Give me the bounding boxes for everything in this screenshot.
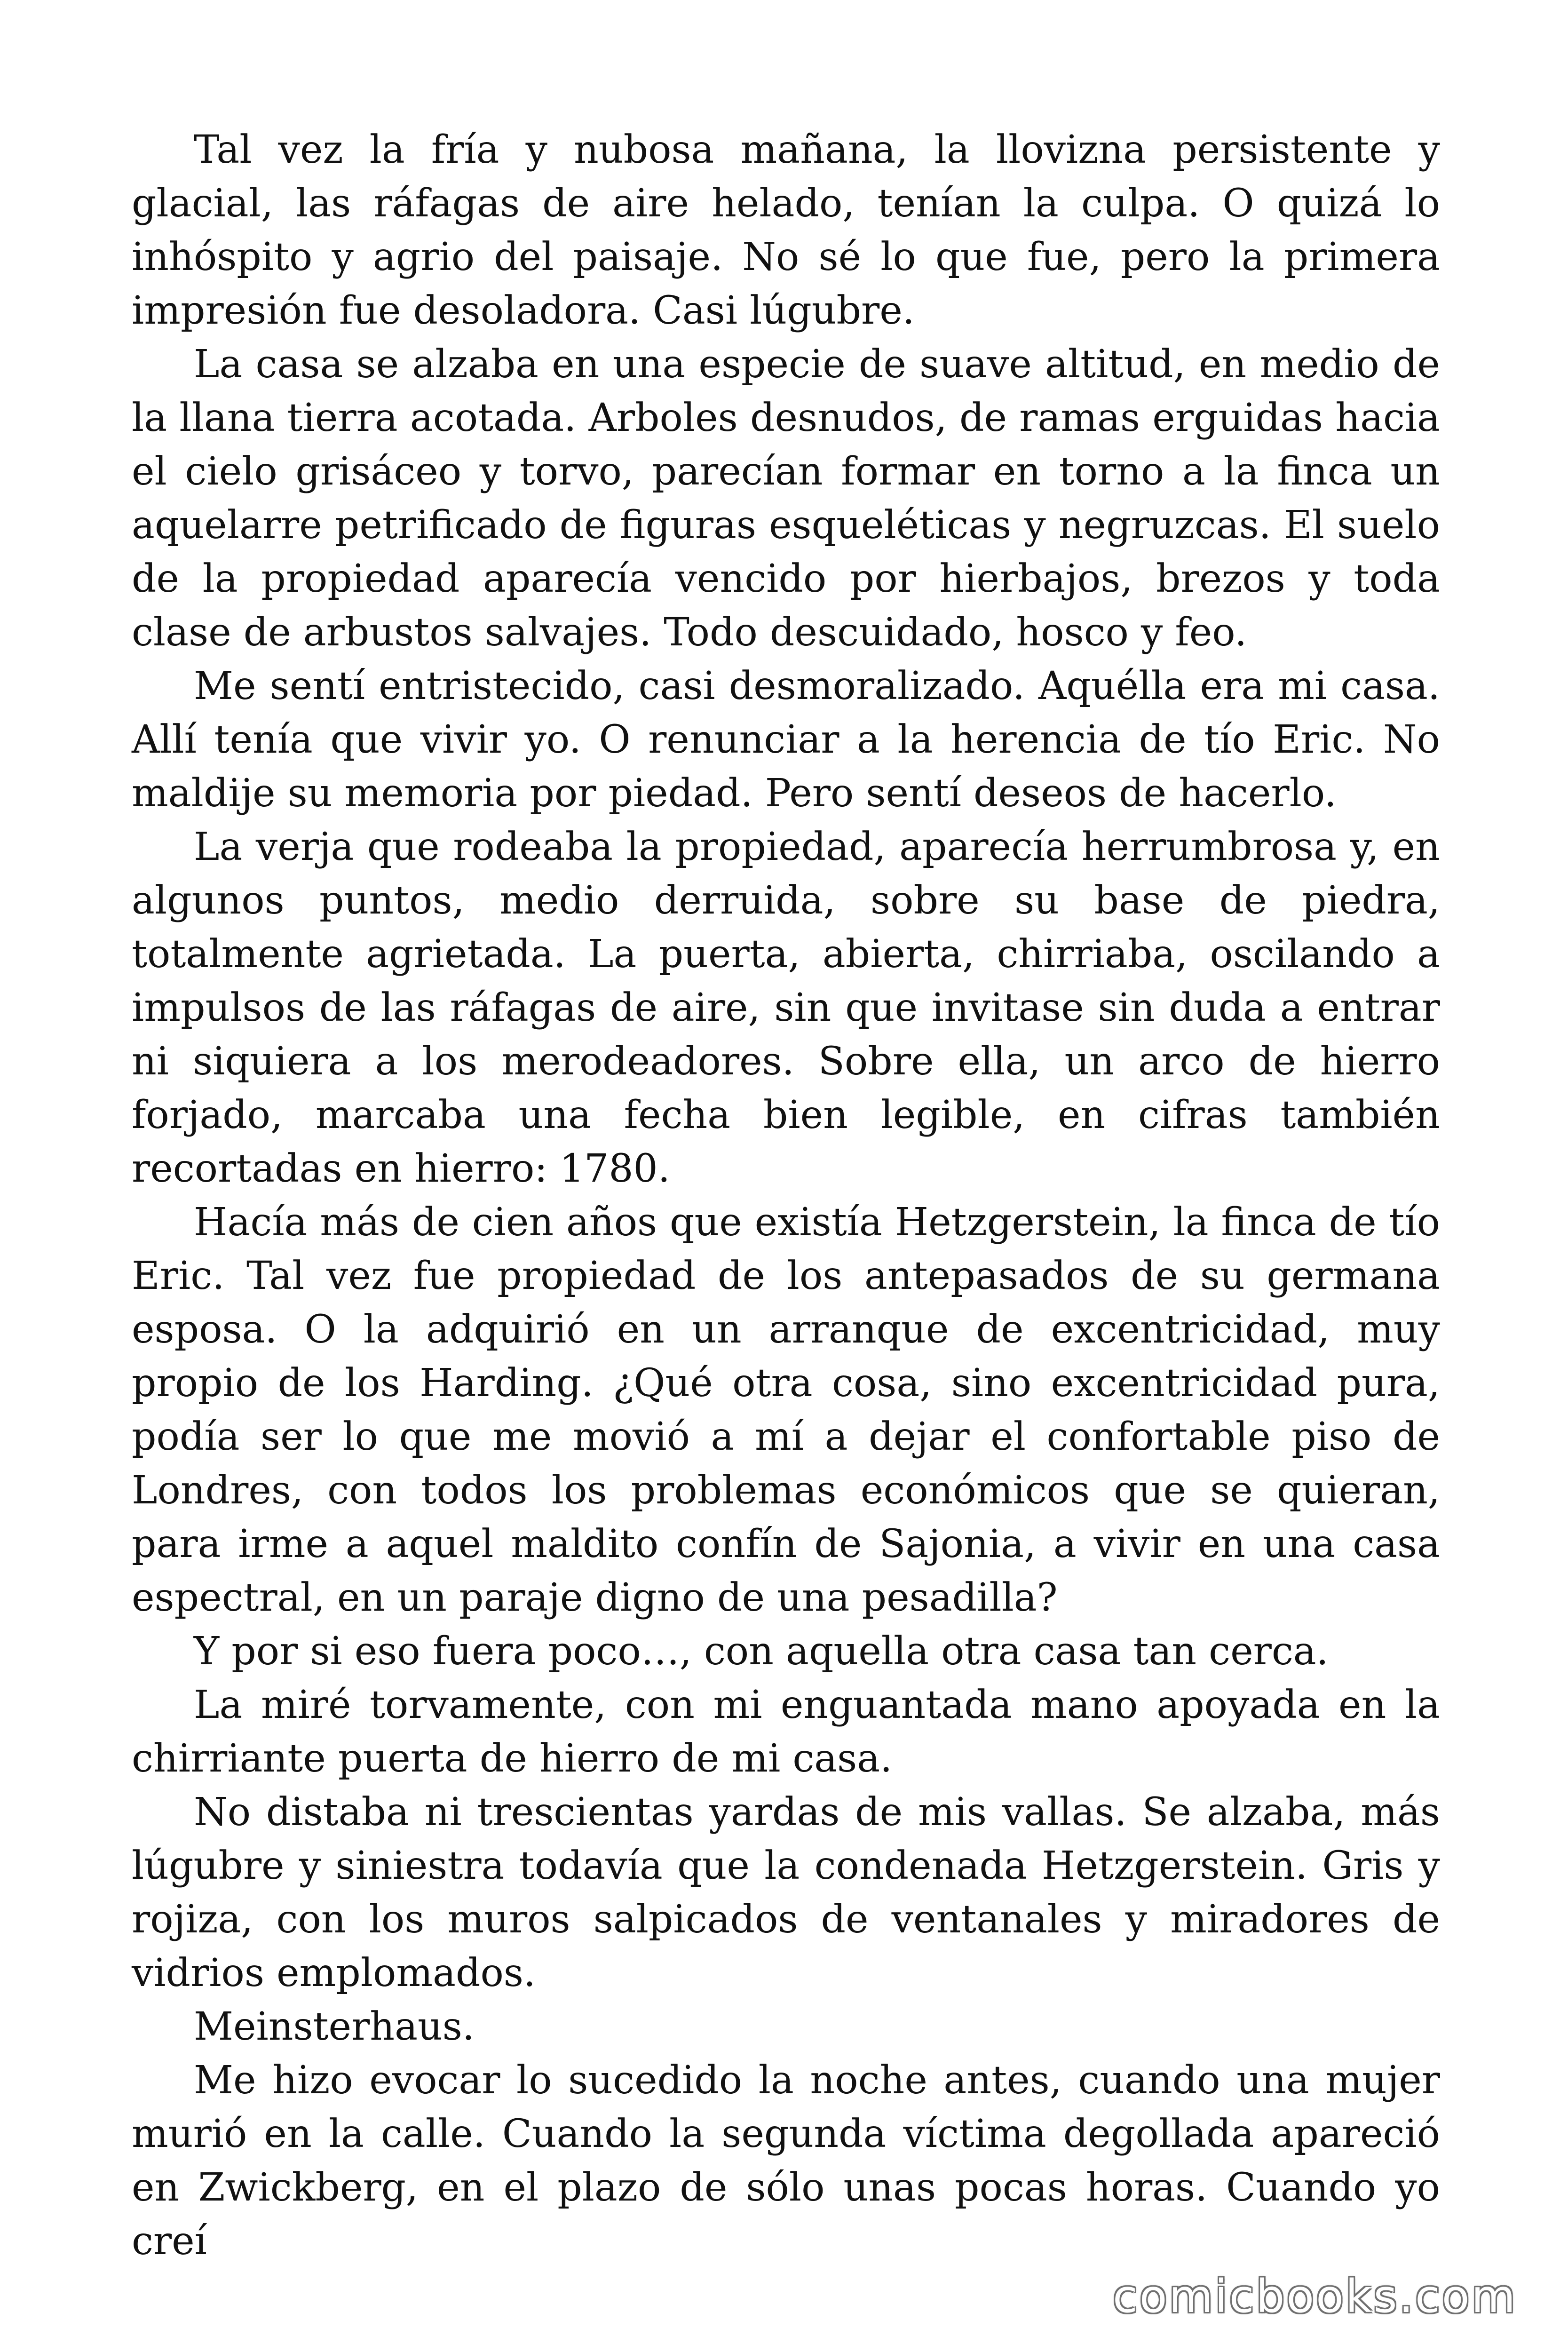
paragraph-9: Meinsterhaus. (194, 2004, 475, 2049)
paragraph-5: Hacía más de cien años que existía Hetzgerstein, la finca de tío Eric. Tal vez fue propiedad de los antepasados de su germana esposa. O la adquirió en un arranque de excentricidad, muy propio de los Harding. ¿Qué otra cosa, sino excentricidad pura, podía ser lo que me movió a mí a dejar el confortable piso de Londres, con todos los problemas económicos que se quieran, para irme a aquel maldito confín de Sajonia, a vivir en una casa espectral, en un paraje digno de una pesadilla? (132, 1200, 1440, 1620)
paragraph-2: La casa se alzaba en una especie de suave altitud, en medio de la llana tierra acotada. Arboles desnudos, de ramas erguidas hacia el cielo grisáceo y torvo, parecían formar en torno a la finca un aquelarre petrificado de figuras esqueléticas y negruzcas. El suelo de la propiedad aparecía vencido por hierbajos, brezos y toda clase de arbustos salvajes. Todo descuidado, hosco y feo. (132, 342, 1440, 655)
paragraph-7: La miré torvamente, con mi enguantada mano apoyada en la chirriante puerta de hierro de mi casa. (132, 1683, 1440, 1781)
paragraph-6: Y por si eso fuera poco…, con aquella otra casa tan cerca. (194, 1629, 1329, 1674)
paragraph-4: La verja que rodeaba la propiedad, aparecía herrumbrosa y, en algunos puntos, medio derruida, sobre su base de piedra, totalmente agrietada. La puerta, abierta, chirriaba, oscilando a impulsos de las ráfagas de aire, sin que invitase sin duda a entrar ni siquiera a los merodeadores. Sobre ella, un arco de hierro forjado, marcaba una fecha bien legible, en cifras también recortadas en hierro: 1780. (132, 825, 1440, 1191)
paragraph-10: Me hizo evocar lo sucedido la noche antes, cuando una mujer murió en la calle. Cuando la segunda víctima degollada apareció en Zwickberg, en el plazo de sólo unas pocas horas. Cuando yo creí (132, 2058, 1440, 2264)
watermark: comicbooks.com (1112, 2270, 1517, 2323)
body-text (132, 123, 1440, 2268)
paragraph-1: Tal vez la fría y nubosa mañana, la llovizna persistente y glacial, las ráfagas de aire helado, tenían la culpa. O quizá lo inhóspito y agrio del paisaje. No sé lo que fue, pero la primera impresión fue desoladora. Casi lúgubre. (132, 127, 1440, 333)
paragraph-3: Me sentí entristecido, casi desmoralizado. Aquélla era mi casa. Allí tenía que vivir yo. O renunciar a la herencia de tío Eric. No maldije su memoria por piedad. Pero sentí deseos de hacerlo. (132, 664, 1440, 816)
paragraph-8: No distaba ni trescientas yardas de mis vallas. Se alzaba, más lúgubre y siniestra todavía que la condenada Hetzgerstein. Gris y rojiza, con los muros salpicados de ventanales y miradores de vidrios emplomados. (132, 1790, 1440, 1995)
